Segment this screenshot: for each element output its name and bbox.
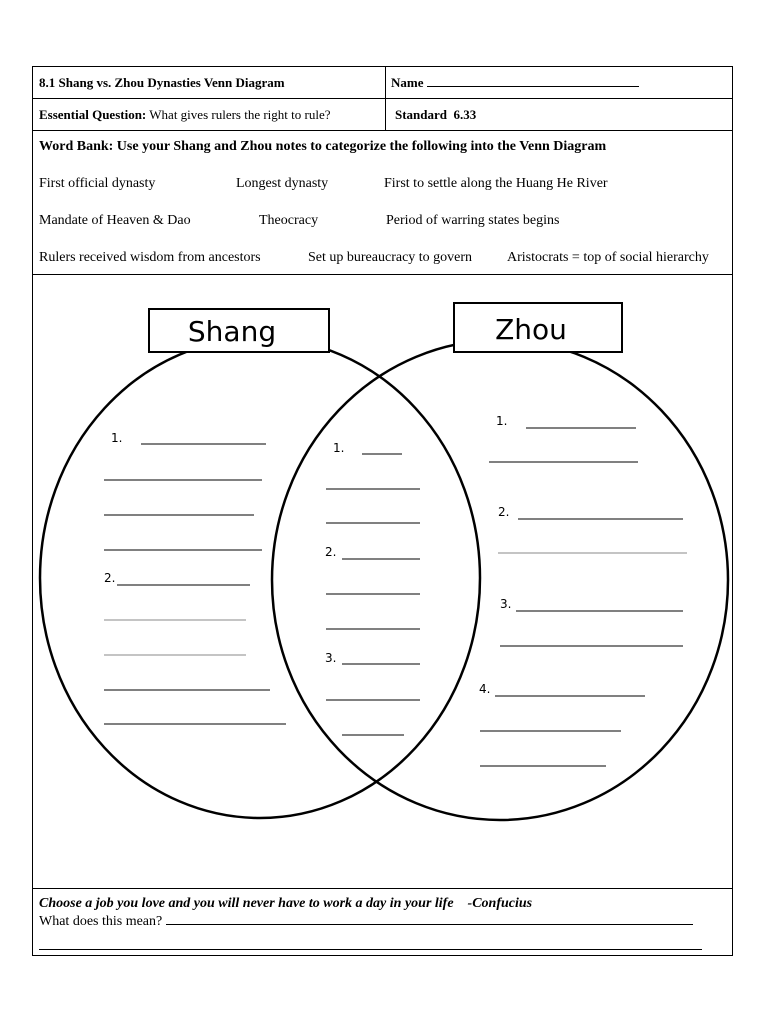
zhou-circle <box>272 340 728 820</box>
name-label: Name <box>391 75 424 90</box>
essential-question-text: What gives rulers the right to rule? <box>149 107 331 122</box>
essential-question-label: Essential Question: <box>39 107 147 122</box>
quote-question: What does this mean? <box>39 914 163 929</box>
word-bank-item: First official dynasty <box>39 176 156 191</box>
zhou-number: 1. <box>496 414 508 428</box>
worksheet-title: 8.1 Shang vs. Zhou Dynasties Venn Diagram <box>39 75 285 90</box>
venn-lines <box>104 414 687 766</box>
word-bank-item: Aristocrats = top of social hierarchy <box>507 250 709 265</box>
shang-number: 2. <box>104 571 116 585</box>
zhou-number: 4. <box>479 682 491 696</box>
zhou-label: Zhou <box>495 313 567 346</box>
word-bank-heading: Word Bank: Use your Shang and Zhou notes to categorize the following into the Venn Diagram <box>39 139 607 154</box>
both-number: 2. <box>325 545 337 559</box>
zhou-number: 3. <box>500 597 512 611</box>
quote-author: -Confucius <box>467 896 533 911</box>
both-number: 1. <box>333 441 345 455</box>
word-bank-item: Longest dynasty <box>236 176 329 191</box>
word-bank-item: Rulers received wisdom from ancestors <box>39 250 261 265</box>
standard-label: Standard <box>395 107 448 122</box>
quote-text: Choose a job you love and you will never have to work a day in your life <box>39 896 454 911</box>
both-number: 3. <box>325 651 337 665</box>
word-bank-item: Theocracy <box>259 213 319 228</box>
word-bank-item: Set up bureaucracy to govern <box>308 250 473 265</box>
standard-value: 6.33 <box>453 107 477 122</box>
word-bank-item: Period of warring states begins <box>386 213 560 228</box>
word-bank-item: First to settle along the Huang He River <box>384 176 608 191</box>
zhou-number: 2. <box>498 505 510 519</box>
word-bank-item: Mandate of Heaven & Dao <box>39 213 191 228</box>
shang-number: 1. <box>111 431 123 445</box>
shang-label: Shang <box>187 315 277 348</box>
